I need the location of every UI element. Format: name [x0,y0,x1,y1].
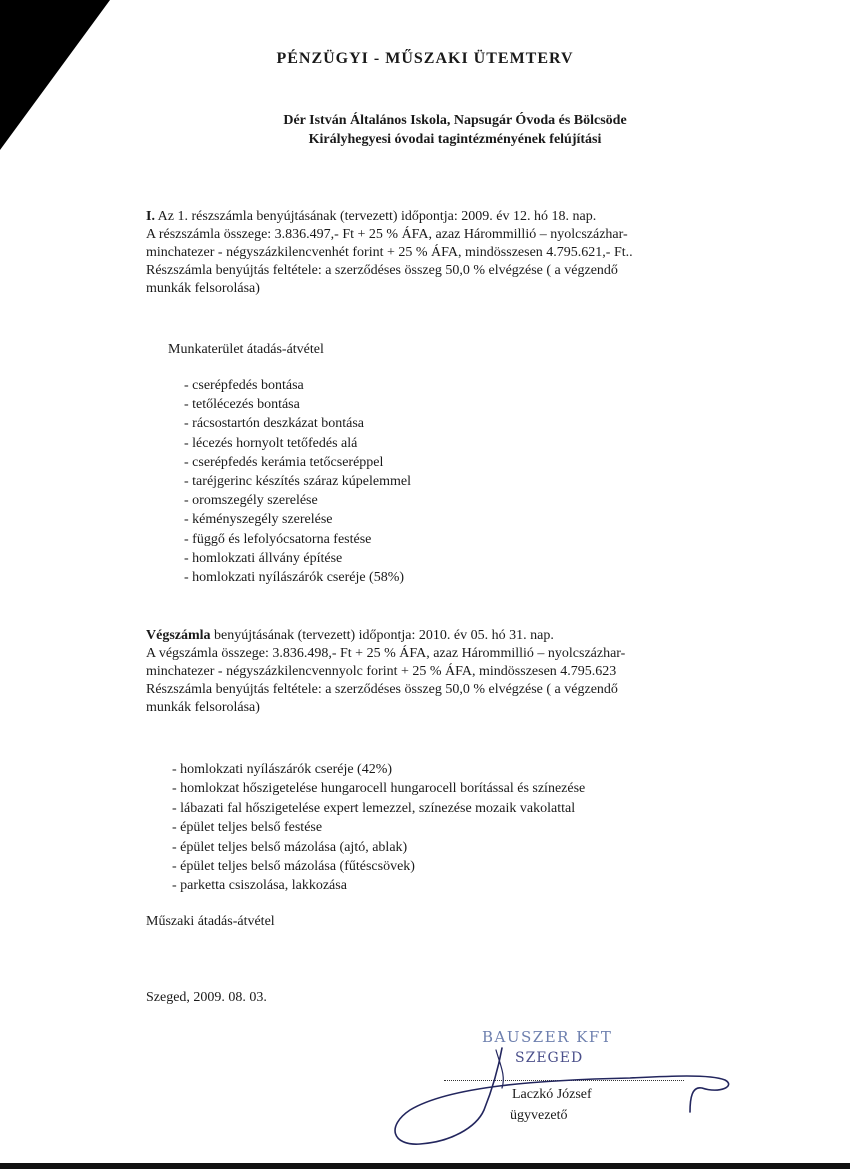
list-item: - oromszegély szerelése [184,491,411,510]
list-item: - homlokzati állvány építése [184,549,411,568]
document-title: PÉNZÜGYI - MŰSZAKI ÜTEMTERV [276,50,574,67]
list-item: - kéményszegély szerelése [184,510,411,529]
list-item: - parketta csiszolása, lakkozása [172,876,585,895]
signer-role: ügyvezető [510,1108,568,1123]
list-item: - épület teljes belső festése [172,818,585,837]
list-item: - függő és lefolyócsatorna festése [184,530,411,549]
signer-name: Laczkó József [512,1087,592,1102]
list-item: - taréjgerinc készítés száraz kúpelemmel [184,472,411,491]
section2-line5: munkák felsorolása) [146,700,260,715]
section2-marker: Végszámla [146,628,211,643]
section2-handover-label: Műszaki átadás-átvétel [146,914,275,929]
section1-line5: munkák felsorolása) [146,281,260,296]
section1-line2: A részszámla összege: 3.836.497,- Ft + 25 % ÁFA, azaz Hárommillió – nyolcszázhar- [146,227,628,242]
section2-line1: Végszámla benyújtásának (tervezett) időpontja: 2010. év 05. hó 31. nap. [146,628,554,643]
list-item: - tetőlécezés bontása [184,395,411,414]
section2-paragraph [146,627,746,717]
list-item: - lécezés hornyolt tetőfedés alá [184,434,411,453]
list-item: - homlokzat hőszigetelése hungarocell hungarocell borítással és színezése [172,779,585,798]
document-subtitle-line2: Királyhegyesi óvodai tagintézményének felújítási [308,132,602,147]
section2-line3: minchatezer - négyszázkilencvennyolc forint + 25 % ÁFA, mindösszesen 4.795.623 [146,664,617,679]
stamp-city: SZEGED [515,1050,584,1066]
section1-paragraph [146,208,746,298]
section1-work-list [184,376,411,587]
section1-line4: Részszámla benyújtás feltétele: a szerződéses összeg 50,0 % elvégzése ( a végzendő [146,263,618,278]
list-item: - cserépfedés kerámia tetőcseréppel [184,453,411,472]
section1-handover-label: Munkaterület átadás-átvétel [168,342,324,357]
place-date: Szeged, 2009. 08. 03. [146,990,267,1005]
list-item: - cserépfedés bontása [184,376,411,395]
list-item: - épület teljes belső mázolása (ajtó, ablak) [172,838,585,857]
list-item: - homlokzati nyílászárók cseréje (58%) [184,568,411,587]
list-item: - épület teljes belső mázolása (fűtéscsövek) [172,857,585,876]
section2-work-list [172,760,585,896]
section1-line3: minchatezer - négyszázkilencvenhét forint + 25 % ÁFA, mindösszesen 4.795.621,- Ft.. [146,245,633,260]
stamp-company: BAUSZER KFT [482,1028,613,1046]
document-subtitle-line1: Dér István Általános Iskola, Napsugár Óvoda és Bölcsöde [283,113,627,128]
section2-line2: A végszámla összege: 3.836.498,- Ft + 25 % ÁFA, azaz Hárommillió – nyolcszázhar- [146,646,626,661]
list-item: - rácsostartón deszkázat bontása [184,414,411,433]
section2-line4: Részszámla benyújtás feltétele: a szerződéses összeg 50,0 % elvégzése ( a végzendő [146,682,618,697]
list-item: - lábazati fal hőszigetelése expert lemezzel, színezése mozaik vakolattal [172,799,585,818]
list-item: - homlokzati nyílászárók cseréje (42%) [172,760,585,779]
section1-line1: I. Az 1. részszámla benyújtásának (tervezett) időpontja: 2009. év 12. hó 18. nap. [146,209,597,224]
section1-marker: I. [146,209,155,224]
